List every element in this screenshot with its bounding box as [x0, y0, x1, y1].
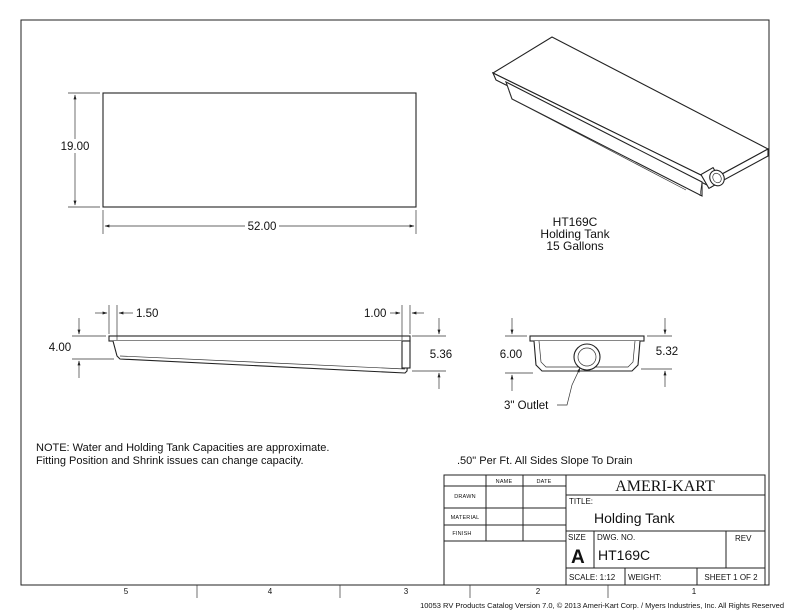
column-date: DATE — [536, 479, 552, 485]
outlet-label: 3" Outlet — [504, 400, 549, 412]
height-dimension: 19.00 — [60, 141, 90, 153]
end-right-height-dimension: 5.32 — [655, 346, 679, 358]
zone-3: 3 — [403, 587, 409, 596]
size-label: SIZE — [568, 533, 586, 542]
end-left-height-dimension: 6.00 — [499, 349, 523, 361]
drawing-title: Holding Tank — [594, 510, 675, 526]
weight: WEIGHT: — [628, 573, 662, 582]
zone-4: 4 — [267, 587, 273, 596]
left-offset-dimension: 1.50 — [136, 308, 159, 320]
drawing-number: HT169C — [598, 547, 651, 563]
copyright-footer: 10053 RV Products Catalog Version 7.0, © 2013 Ameri-Kart Corp. / Myers Industries, Inc. All Rights Reserved — [420, 601, 784, 610]
sheet-number: SHEET 1 OF 2 — [704, 573, 758, 582]
zone-2: 2 — [535, 587, 541, 596]
title-block — [444, 475, 765, 585]
width-dimension: 52.00 — [247, 221, 277, 233]
row-finish: FINISH — [452, 531, 472, 537]
caption-capacity: 15 Gallons — [546, 239, 604, 253]
right-height-dimension: 5.36 — [429, 349, 453, 361]
caption-part-number: HT169C — [552, 215, 598, 229]
right-offset-dimension: 1.00 — [364, 308, 387, 320]
notes — [36, 442, 633, 467]
part-caption — [540, 215, 610, 253]
end-view — [500, 318, 678, 412]
scale: SCALE: 1:12 — [569, 573, 616, 582]
top-view — [58, 93, 416, 234]
top-view-outline — [103, 93, 416, 207]
zone-5: 5 — [123, 587, 129, 596]
note-line-1: NOTE: Water and Holding Tank Capacities are approximate. — [36, 442, 330, 454]
caption-part-name: Holding Tank — [540, 227, 610, 241]
company-name: AMERI-KART — [615, 478, 715, 495]
size-value: A — [571, 547, 585, 568]
column-name: NAME — [495, 479, 513, 485]
rev-label: REV — [735, 534, 752, 543]
title-label: TITLE: — [569, 497, 594, 506]
note-line-2: Fitting Position and Shrink issues can change capacity. — [36, 455, 304, 467]
left-height-dimension: 4.00 — [48, 342, 72, 354]
zone-markers — [124, 585, 697, 598]
row-drawn: DRAWN — [454, 494, 476, 500]
side-view — [49, 305, 452, 389]
isometric-view — [493, 37, 768, 196]
zone-1: 1 — [691, 587, 697, 596]
slope-note: .50" Per Ft. All Sides Slope To Drain — [457, 455, 633, 467]
row-material: MATERIAL — [450, 515, 480, 521]
dwg-no-label: DWG. NO. — [597, 533, 636, 542]
